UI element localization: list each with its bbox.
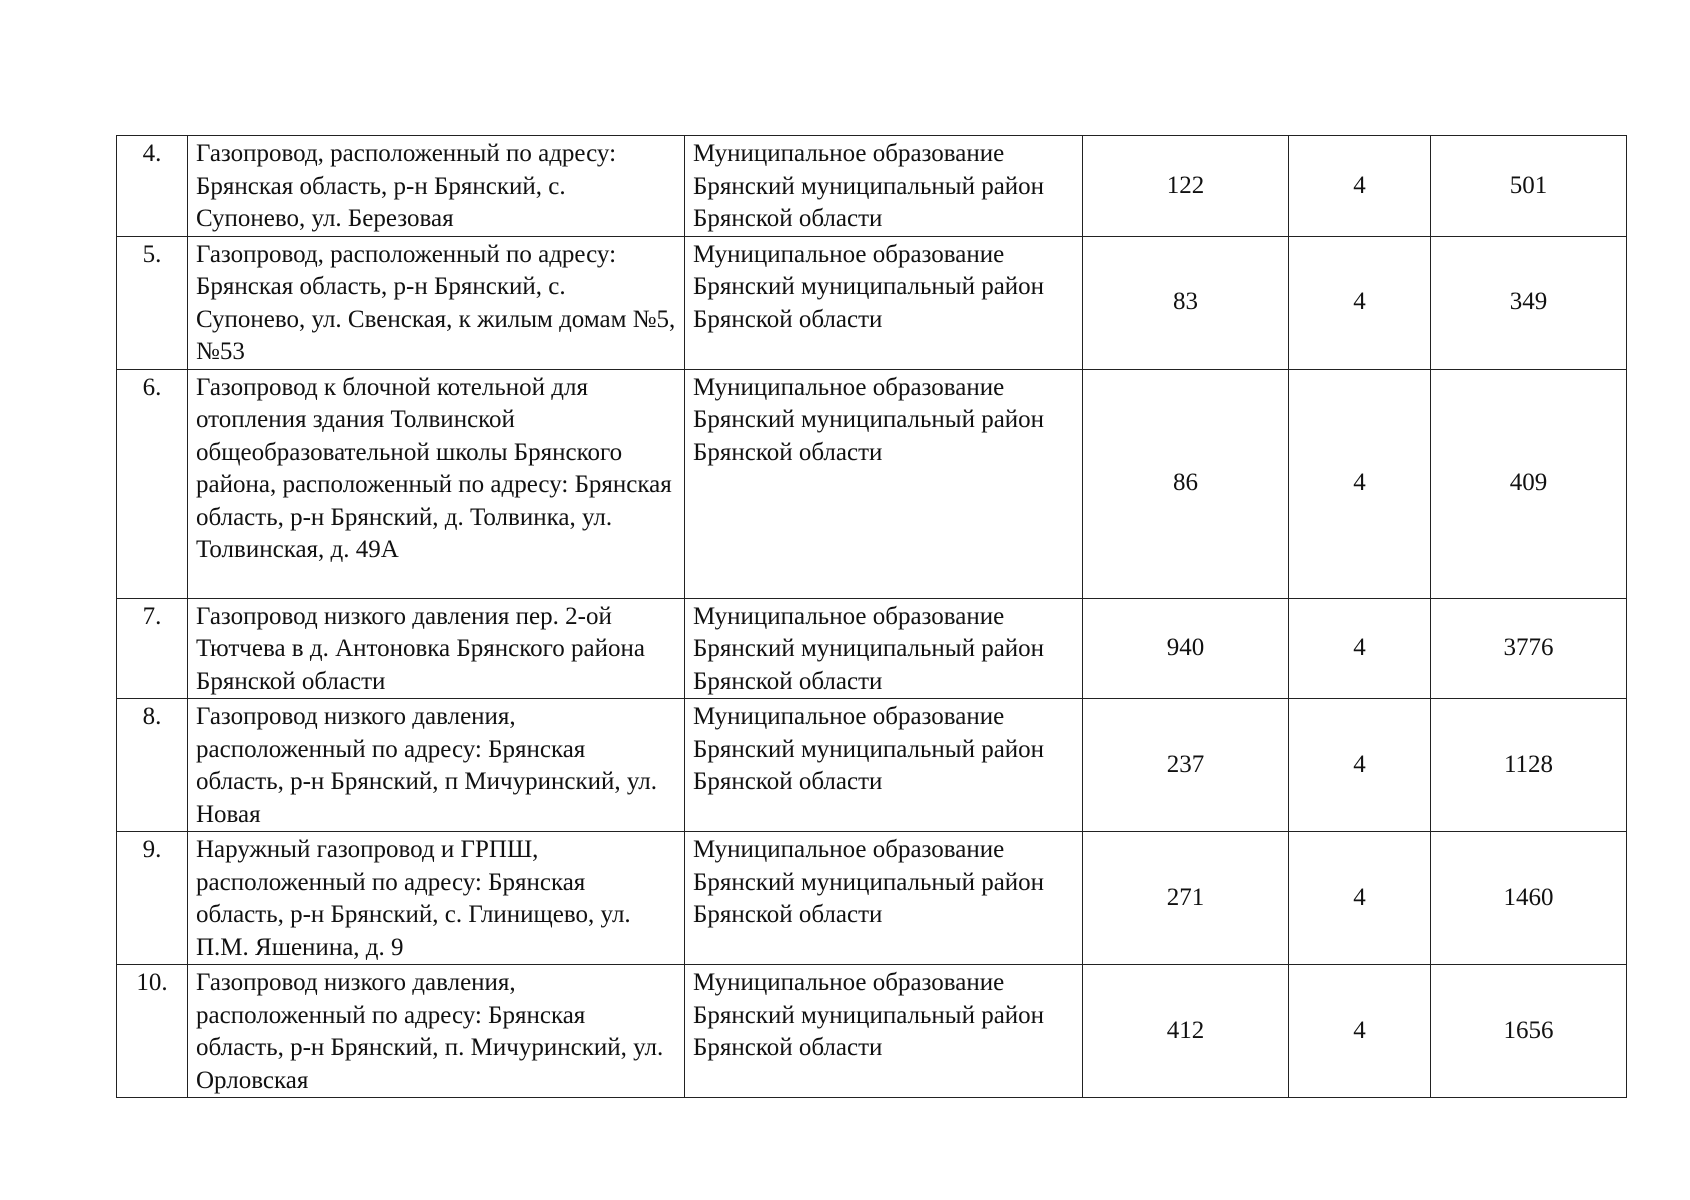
value-cell-1: 122 [1083, 136, 1289, 237]
value-cell-2: 4 [1289, 369, 1431, 598]
document-page [116, 135, 1627, 1098]
value-cell-3: 1656 [1431, 965, 1627, 1098]
object-name-cell: Газопровод низкого давления, расположенный по адресу: Брянская область, р-н Брянский, п. Мичуринский, ул. Орловская [188, 965, 685, 1098]
owner-cell: Муниципальное образование Брянский муниципальный район Брянской области [685, 136, 1083, 237]
value-cell-3: 409 [1431, 369, 1627, 598]
value-cell-2: 4 [1289, 699, 1431, 832]
table-row [117, 369, 1627, 598]
table-row [117, 965, 1627, 1098]
value-cell-2: 4 [1289, 236, 1431, 369]
table-row [117, 699, 1627, 832]
value-cell-1: 271 [1083, 832, 1289, 965]
row-number: 10. [117, 965, 188, 1098]
table-row [117, 236, 1627, 369]
value-cell-1: 940 [1083, 598, 1289, 699]
value-cell-2: 4 [1289, 832, 1431, 965]
owner-cell: Муниципальное образование Брянский муниципальный район Брянской области [685, 598, 1083, 699]
table-row [117, 598, 1627, 699]
value-cell-2: 4 [1289, 598, 1431, 699]
owner-cell: Муниципальное образование Брянский муниципальный район Брянской области [685, 236, 1083, 369]
row-number: 9. [117, 832, 188, 965]
value-cell-3: 349 [1431, 236, 1627, 369]
value-cell-1: 412 [1083, 965, 1289, 1098]
row-number: 7. [117, 598, 188, 699]
row-number: 6. [117, 369, 188, 598]
table-row [117, 136, 1627, 237]
object-name-cell: Газопровод, расположенный по адресу: Брянская область, р-н Брянский, с. Супонево, ул. Свенская, к жилым домам №5, №53 [188, 236, 685, 369]
value-cell-3: 1128 [1431, 699, 1627, 832]
value-cell-1: 83 [1083, 236, 1289, 369]
value-cell-1: 237 [1083, 699, 1289, 832]
value-cell-1: 86 [1083, 369, 1289, 598]
owner-cell: Муниципальное образование Брянский муниципальный район Брянской области [685, 369, 1083, 598]
value-cell-3: 501 [1431, 136, 1627, 237]
owner-cell: Муниципальное образование Брянский муниципальный район Брянской области [685, 965, 1083, 1098]
owner-cell: Муниципальное образование Брянский муниципальный район Брянской области [685, 832, 1083, 965]
gas-pipeline-table [116, 135, 1627, 1098]
value-cell-3: 3776 [1431, 598, 1627, 699]
object-name-cell: Наружный газопровод и ГРПШ, расположенный по адресу: Брянская область, р-н Брянский, с. Глинищево, ул. П.М. Яшенина, д. 9 [188, 832, 685, 965]
table-row [117, 832, 1627, 965]
value-cell-3: 1460 [1431, 832, 1627, 965]
object-name-cell: Газопровод, расположенный по адресу: Брянская область, р-н Брянский, с. Супонево, ул. Березовая [188, 136, 685, 237]
row-number: 4. [117, 136, 188, 237]
object-name-cell: Газопровод к блочной котельной для отопления здания Толвинской общеобразовательной школы Брянского района, расположенный по адресу: Брянская область, р-н Брянский, д. Толвинка, ул. Толвинская, д. 49А [188, 369, 685, 598]
row-number: 8. [117, 699, 188, 832]
value-cell-2: 4 [1289, 965, 1431, 1098]
row-number: 5. [117, 236, 188, 369]
object-name-cell: Газопровод низкого давления, расположенный по адресу: Брянская область, р-н Брянский, п Мичуринский, ул. Новая [188, 699, 685, 832]
object-name-cell: Газопровод низкого давления пер. 2-ой Тютчева в д. Антоновка Брянского района Брянской области [188, 598, 685, 699]
owner-cell: Муниципальное образование Брянский муниципальный район Брянской области [685, 699, 1083, 832]
value-cell-2: 4 [1289, 136, 1431, 237]
